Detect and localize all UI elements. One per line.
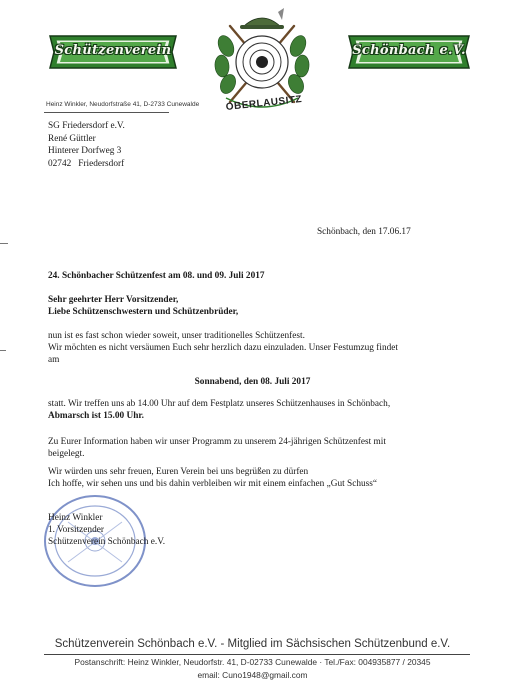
club-banner-right (345, 32, 473, 72)
body-line: nun ist es fast schon wieder soweit, unser traditionelles Schützenfest. (48, 331, 305, 341)
body-line: beigelegt. (48, 449, 85, 459)
salutation (48, 294, 238, 318)
recipient-line: Hinterer Dorfweg 3 (48, 146, 122, 156)
signer-club: Schützenverein Schönbach e.V. (48, 537, 166, 547)
banner-left-text: Schützenverein (54, 43, 172, 58)
body-paragraph-4 (48, 466, 478, 490)
fold-mark (0, 243, 8, 244)
footer-email: email: Cuno1948@gmail.com (197, 670, 308, 680)
body-line: Wir möchten es nicht versäumen Euch sehr herzlich dazu einzuladen. Unser Festumzug findet (48, 343, 398, 353)
body-line: Wir würden uns sehr freuen, Euren Verein bei uns begrüßen zu dürfen (48, 467, 309, 477)
club-emblem (212, 6, 312, 116)
body-line: Ich hoffe, wir sehen uns und bis dahin verbleiben wir mit einem einfachen „Gut Schuss“ (48, 479, 378, 489)
banner-right-text: Schönbach e.V. (352, 43, 466, 58)
salutation-line: Sehr geehrter Herr Vorsitzender, (48, 295, 179, 305)
club-banner-left (46, 32, 180, 72)
footer-divider (44, 654, 470, 655)
body-line: Zu Eurer Information haben wir unser Programm zu unserem 24-jährigen Schützenfest mit (48, 437, 386, 447)
emblem-caption: OBERLAUSITZ (225, 94, 303, 113)
recipient-line: SG Friedersdorf e.V. (48, 121, 125, 131)
body-paragraph-1 (48, 330, 468, 366)
salutation-line: Liebe Schützenschwestern und Schützenbrüder, (48, 307, 239, 317)
body-paragraph-2 (48, 398, 468, 422)
body-paragraph-3 (48, 436, 468, 460)
departure-time: Abmarsch ist 15.00 Uhr. (48, 411, 144, 421)
body-line: statt. Wir treffen uns ab 14.00 Uhr auf dem Festplatz unseres Schützenhauses in Schönbach, (48, 399, 391, 409)
sender-underline (44, 112, 169, 113)
fold-mark (0, 350, 6, 351)
letter-subject: 24. Schönbacher Schützenfest am 08. und 09. Juli 2017 (48, 271, 265, 281)
recipient-address (48, 120, 125, 170)
body-line: am (48, 355, 60, 365)
recipient-line: René Güttler (48, 133, 96, 144)
event-date: Sonnabend, den 08. Juli 2017 (194, 377, 311, 387)
signature-block (48, 512, 165, 548)
signer-role: 1. Vorsitzender (48, 525, 104, 535)
sender-return-line: Heinz Winkler, Neudorfstraße 41, D-2733 Cunewalde (46, 101, 200, 108)
recipient-line: 02742 Friedersdorf (48, 158, 125, 169)
signer-name: Heinz Winkler (48, 513, 103, 523)
footer-address: Postanschrift: Heinz Winkler, Neudorfstr. 41, D-02733 Cunewalde · Tel./Fax: 004935877 / 20345 (74, 657, 431, 667)
footer-title: Schützenverein Schönbach e.V. - Mitglied im Sächsischen Schützenbund e.V. (54, 638, 451, 650)
letter-date: Schönbach, den 17.06.17 (317, 227, 411, 237)
